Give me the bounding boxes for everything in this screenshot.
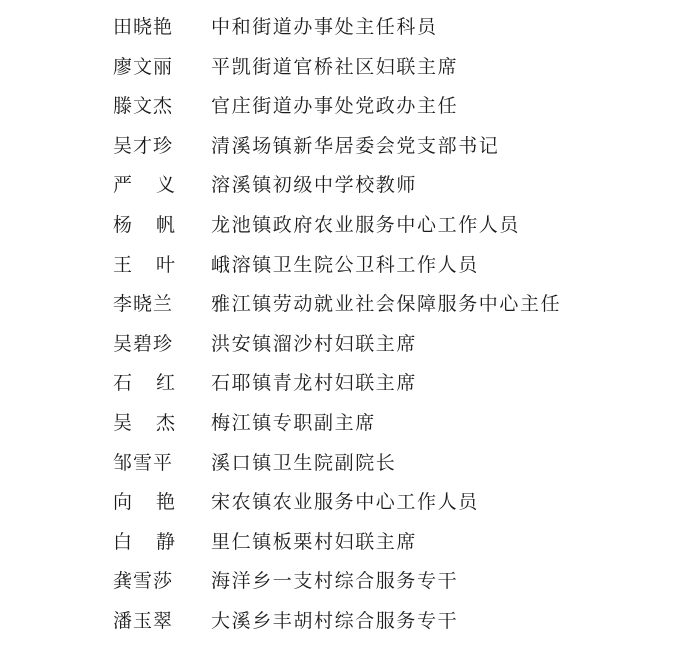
person-name: 吴才珍 bbox=[113, 134, 174, 157]
person-role: 官庄街道办事处党政办主任 bbox=[211, 95, 459, 118]
person-role: 海洋乡一支村综合服务专干 bbox=[211, 570, 459, 593]
person-role: 洪安镇溜沙村妇联主席 bbox=[211, 332, 418, 355]
person-role: 清溪场镇新华居委会党支部书记 bbox=[211, 134, 500, 157]
person-role: 大溪乡丰胡村综合服务专干 bbox=[211, 609, 459, 632]
person-name: 龚雪莎 bbox=[113, 570, 174, 593]
list-item bbox=[0, 285, 681, 325]
person-name: 田晓艳 bbox=[113, 16, 174, 38]
list-item: 吴 杰 梅江镇专职副主席 bbox=[0, 404, 681, 444]
person-name: 滕文杰 bbox=[113, 95, 174, 118]
person-name: 吴碧珍 bbox=[113, 332, 174, 355]
person-role: 溶溪镇初级中学校教师 bbox=[211, 174, 418, 197]
list-item bbox=[0, 562, 681, 602]
person-name: 廖文丽 bbox=[113, 55, 174, 78]
list-item bbox=[0, 444, 681, 484]
list-item: 王 叶 峨溶镇卫生院公卫科工作人员 bbox=[0, 246, 681, 286]
person-role: 龙池镇政府农业服务中心工作人员 bbox=[211, 213, 521, 236]
list-item bbox=[0, 127, 681, 167]
person-role: 平凯街道官桥社区妇联主席 bbox=[211, 55, 459, 78]
list-item bbox=[0, 325, 681, 365]
list-item: 白 静 里仁镇板栗村妇联主席 bbox=[0, 523, 681, 563]
person-name: 李晓兰 bbox=[113, 293, 174, 316]
list-item bbox=[0, 602, 681, 642]
person-role: 雅江镇劳动就业社会保障服务中心主任 bbox=[211, 293, 562, 316]
person-role: 宋农镇农业服务中心工作人员 bbox=[211, 491, 479, 514]
list-item: 向 艳 宋农镇农业服务中心工作人员 bbox=[0, 483, 681, 523]
person-name: 邹雪平 bbox=[113, 451, 174, 474]
person-name: 潘玉翠 bbox=[113, 609, 174, 632]
person-role: 梅江镇专职副主席 bbox=[211, 411, 376, 434]
list-item: 石 红 石耶镇青龙村妇联主席 bbox=[0, 364, 681, 404]
list-item: 严 义 溶溪镇初级中学校教师 bbox=[0, 166, 681, 206]
person-role: 溪口镇卫生院副院长 bbox=[211, 451, 397, 474]
list-item: 杨 帆 龙池镇政府农业服务中心工作人员 bbox=[0, 206, 681, 246]
person-role: 峨溶镇卫生院公卫科工作人员 bbox=[211, 253, 479, 276]
person-role: 中和街道办事处主任科员 bbox=[211, 16, 438, 38]
list-item bbox=[0, 8, 681, 48]
name-list bbox=[0, 8, 681, 642]
person-role: 石耶镇青龙村妇联主席 bbox=[211, 372, 418, 395]
list-item bbox=[0, 87, 681, 127]
list-item bbox=[0, 48, 681, 88]
person-role: 里仁镇板栗村妇联主席 bbox=[211, 530, 418, 553]
